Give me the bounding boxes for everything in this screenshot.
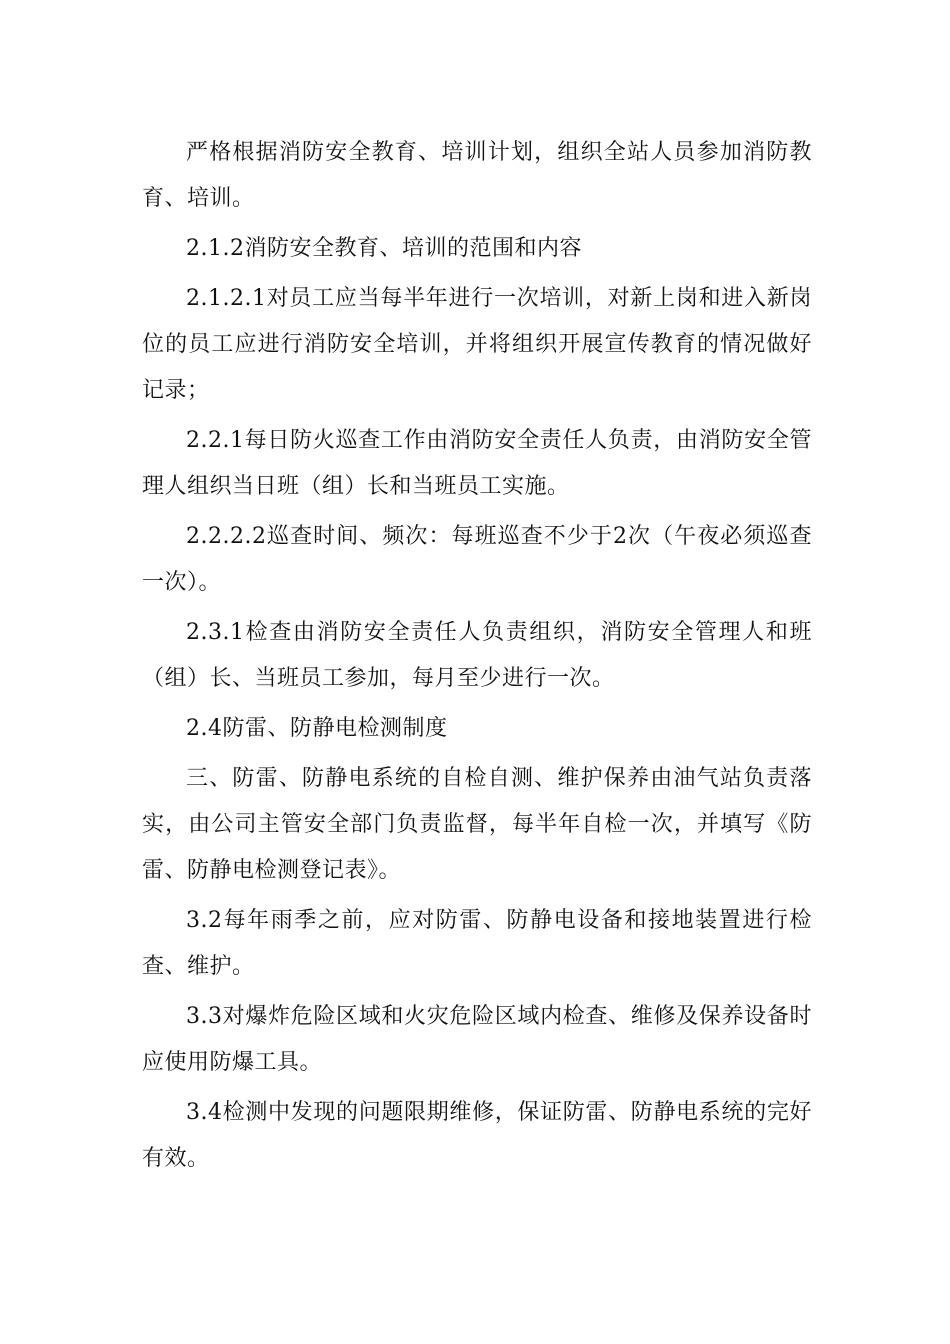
paragraph-education-plan: 严格根据消防安全教育、培训计划，组织全站人员参加消防教育、培训。	[142, 140, 812, 211]
paragraph-2-1-2: 2.1.2消防安全教育、培训的范围和内容	[186, 236, 582, 261]
paragraph-2-2-1: 2.2.1每日防火巡查工作由消防安全责任人负责，由消防安全管理人组织当日班（组）长和当班员工实施。	[142, 428, 812, 499]
document-body	[142, 130, 812, 1186]
paragraph-2-1-2-1: 2.1.2.1对员工应当每半年进行一次培训，对新上岗和进入新岗位的员工应进行消防安全培训，并将组织开展宣传教育的情况做好记录；	[142, 286, 812, 403]
paragraph-2-2-2-2: 2.2.2.2巡查时间、频次：每班巡查不少于2次（午夜必须巡查一次）。	[142, 524, 812, 595]
paragraph-2-4: 2.4防雷、防静电检测制度	[186, 716, 448, 741]
paragraph-3-3: 3.3对爆炸危险区域和火灾危险区域内检查、维修及保养设备时应使用防爆工具。	[142, 1004, 812, 1075]
paragraph-3-4: 3.4检测中发现的问题限期维修，保证防雷、防静电系统的完好有效。	[142, 1100, 812, 1171]
paragraph-2-3-1: 2.3.1检查由消防安全责任人负责组织，消防安全管理人和班（组）长、当班员工参加，每月至少进行一次。	[142, 620, 812, 691]
paragraph-3-2: 3.2每年雨季之前，应对防雷、防静电设备和接地装置进行检查、维护。	[142, 908, 812, 979]
paragraph-section-three: 三、防雷、防静电系统的自检自测、维护保养由油气站负责落实，由公司主管安全部门负责监督，每半年自检一次，并填写《防雷、防静电检测登记表》。	[142, 766, 812, 883]
